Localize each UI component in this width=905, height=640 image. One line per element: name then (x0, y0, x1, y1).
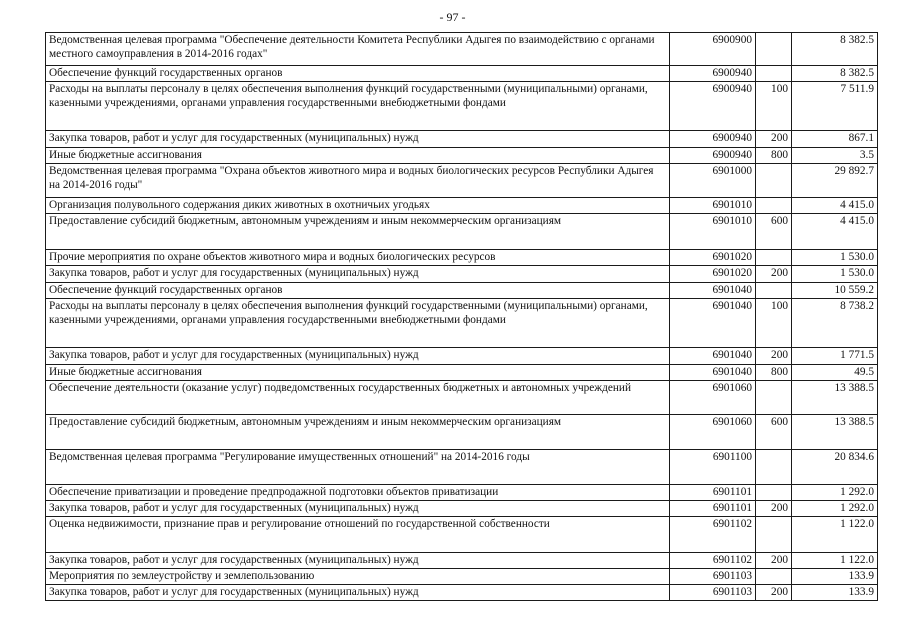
table-row (46, 365, 878, 381)
table-row (46, 450, 878, 485)
row-code: 6901010 (670, 198, 756, 214)
row-type: 200 (756, 131, 792, 148)
row-code: 6901040 (670, 283, 756, 299)
row-amount: 49.5 (792, 365, 878, 381)
row-name: Закупка товаров, работ и услуг для государственных (муниципальных) нужд (46, 501, 670, 517)
row-type: 800 (756, 148, 792, 164)
row-type (756, 569, 792, 585)
row-name: Мероприятия по землеустройству и землепользованию (46, 569, 670, 585)
row-amount: 8 738.2 (792, 299, 878, 348)
row-amount: 1 771.5 (792, 348, 878, 365)
table-row (46, 131, 878, 148)
row-type (756, 381, 792, 415)
row-amount: 7 511.9 (792, 82, 878, 131)
row-amount: 1 122.0 (792, 517, 878, 553)
row-code: 6901040 (670, 365, 756, 381)
row-amount: 867.1 (792, 131, 878, 148)
row-amount: 1 122.0 (792, 553, 878, 569)
row-name: Оценка недвижимости, признание прав и регулирование отношений по государственной собственности (46, 517, 670, 553)
table-row (46, 569, 878, 585)
row-type: 200 (756, 501, 792, 517)
row-amount: 1 530.0 (792, 250, 878, 266)
row-code: 6901102 (670, 517, 756, 553)
table-row (46, 82, 878, 131)
row-name: Обеспечение функций государственных органов (46, 66, 670, 82)
row-code: 6901101 (670, 485, 756, 501)
row-name: Закупка товаров, работ и услуг для государственных (муниципальных) нужд (46, 131, 670, 148)
row-type (756, 33, 792, 66)
row-code: 6900900 (670, 33, 756, 66)
row-type: 100 (756, 299, 792, 348)
row-type: 200 (756, 348, 792, 365)
row-type: 800 (756, 365, 792, 381)
table-row (46, 250, 878, 266)
table-row (46, 348, 878, 365)
row-name: Предоставление субсидий бюджетным, автономным учреждениям и иным некоммерческим организациям (46, 415, 670, 450)
row-code: 6901060 (670, 415, 756, 450)
row-code: 6901103 (670, 569, 756, 585)
row-name: Расходы на выплаты персоналу в целях обеспечения выполнения функций государственными (муниципальными) органами, казенными учреждениями, органами управления государственными внебюджетными фондами (46, 82, 670, 131)
row-type (756, 198, 792, 214)
table-row (46, 214, 878, 250)
row-type: 200 (756, 553, 792, 569)
row-name: Расходы на выплаты персоналу в целях обеспечения выполнения функций государственными (муниципальными) органами, казенными учреждениями, органами управления государственными внебюджетными фондами (46, 299, 670, 348)
page-number: - 97 - (439, 10, 466, 24)
row-code: 6900940 (670, 66, 756, 82)
row-amount: 29 892.7 (792, 164, 878, 198)
row-amount: 1 292.0 (792, 485, 878, 501)
table-row (46, 381, 878, 415)
row-name: Закупка товаров, работ и услуг для государственных (муниципальных) нужд (46, 348, 670, 365)
row-type: 200 (756, 266, 792, 283)
row-amount: 4 415.0 (792, 198, 878, 214)
row-name: Иные бюджетные ассигнования (46, 365, 670, 381)
row-type (756, 164, 792, 198)
row-name: Закупка товаров, работ и услуг для государственных (муниципальных) нужд (46, 553, 670, 569)
row-code: 6901102 (670, 553, 756, 569)
row-amount: 1 292.0 (792, 501, 878, 517)
table-row (46, 266, 878, 283)
row-amount: 20 834.6 (792, 450, 878, 485)
row-name: Обеспечение функций государственных органов (46, 283, 670, 299)
row-code: 6901101 (670, 501, 756, 517)
row-amount: 10 559.2 (792, 283, 878, 299)
row-code: 6901020 (670, 266, 756, 283)
row-code: 6901010 (670, 214, 756, 250)
table-row (46, 66, 878, 82)
row-type (756, 66, 792, 82)
row-name: Ведомственная целевая программа "Обеспечение деятельности Комитета Республики Адыгея по взаимодействию с органами местного самоуправления в 2014-2016 годах" (46, 33, 670, 66)
row-type: 200 (756, 585, 792, 601)
row-code: 6901103 (670, 585, 756, 601)
row-code: 6901000 (670, 164, 756, 198)
table-row (46, 485, 878, 501)
row-name: Закупка товаров, работ и услуг для государственных (муниципальных) нужд (46, 585, 670, 601)
row-name: Закупка товаров, работ и услуг для государственных (муниципальных) нужд (46, 266, 670, 283)
row-amount: 13 388.5 (792, 381, 878, 415)
row-amount: 3.5 (792, 148, 878, 164)
row-name: Иные бюджетные ассигнования (46, 148, 670, 164)
row-amount: 4 415.0 (792, 214, 878, 250)
table-row (46, 585, 878, 601)
row-amount: 133.9 (792, 585, 878, 601)
row-name: Ведомственная целевая программа "Регулирование имущественных отношений" на 2014-2016 годы (46, 450, 670, 485)
row-type (756, 250, 792, 266)
row-type (756, 283, 792, 299)
table-row (46, 198, 878, 214)
row-type: 600 (756, 214, 792, 250)
row-amount: 1 530.0 (792, 266, 878, 283)
table-row (46, 415, 878, 450)
table-row (46, 299, 878, 348)
table-row (46, 33, 878, 66)
row-code: 6900940 (670, 131, 756, 148)
table-row (46, 517, 878, 553)
row-amount: 13 388.5 (792, 415, 878, 450)
row-amount: 133.9 (792, 569, 878, 585)
row-name: Организация полувольного содержания диких животных в охотничьих угодьях (46, 198, 670, 214)
row-type (756, 450, 792, 485)
row-code: 6901060 (670, 381, 756, 415)
row-name: Обеспечение деятельности (оказание услуг) подведомственных государственных бюджетных и автономных учреждений (46, 381, 670, 415)
row-code: 6900940 (670, 82, 756, 131)
row-amount: 8 382.5 (792, 33, 878, 66)
row-code: 6901040 (670, 299, 756, 348)
row-type: 100 (756, 82, 792, 131)
table-row (46, 501, 878, 517)
row-code: 6901020 (670, 250, 756, 266)
row-type (756, 517, 792, 553)
row-name: Предоставление субсидий бюджетным, автономным учреждениям и иным некоммерческим организациям (46, 214, 670, 250)
row-amount: 8 382.5 (792, 66, 878, 82)
table-row (46, 283, 878, 299)
row-name: Ведомственная целевая программа "Охрана объектов животного мира и водных биологических ресурсов Республики Адыгея на 2014-2016 годы" (46, 164, 670, 198)
table-row (46, 164, 878, 198)
row-code: 6901100 (670, 450, 756, 485)
table-row (46, 148, 878, 164)
row-code: 6901040 (670, 348, 756, 365)
row-type: 600 (756, 415, 792, 450)
row-code: 6900940 (670, 148, 756, 164)
budget-table (45, 32, 878, 601)
row-name: Прочие мероприятия по охране объектов животного мира и водных биологических ресурсов (46, 250, 670, 266)
row-type (756, 485, 792, 501)
row-name: Обеспечение приватизации и проведение предпродажной подготовки объектов приватизации (46, 485, 670, 501)
table-row (46, 553, 878, 569)
